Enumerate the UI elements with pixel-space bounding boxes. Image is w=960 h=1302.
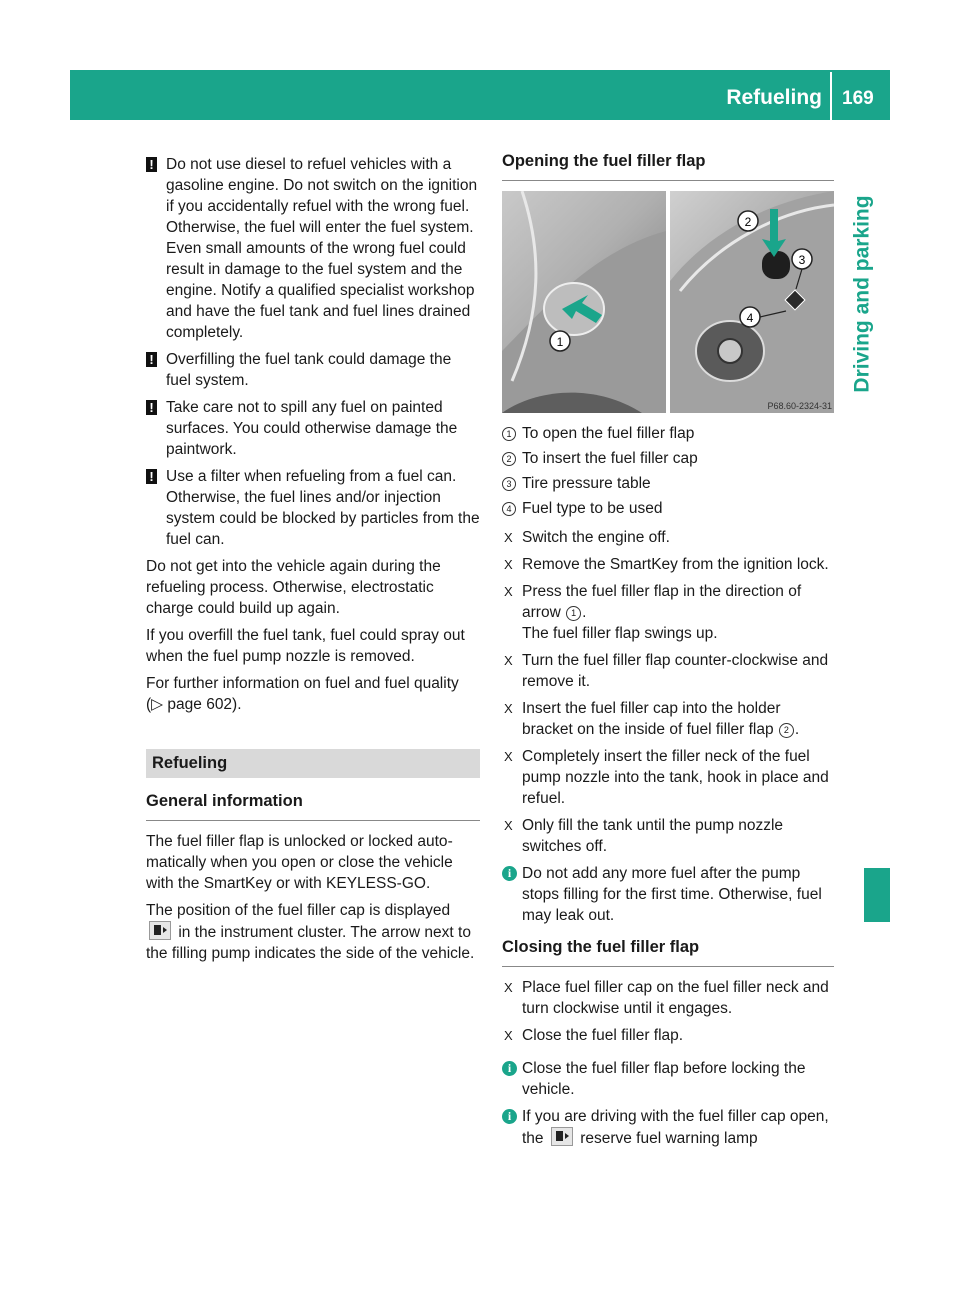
info-text: reserve fuel warning lamp [580, 1130, 758, 1147]
step-text: Place fuel filler cap on the fuel filler neck and turn clockwise until it engages. [522, 979, 829, 1017]
closing-flap-heading: Closing the fuel filler flap [502, 936, 834, 967]
body-text: in the instrument cluster. The arrow next to the filling pump indicates the side of the vehicle. [146, 924, 475, 962]
step-marker-icon: X [504, 818, 513, 833]
body-paragraph [146, 673, 480, 715]
legend-item [502, 498, 834, 519]
body-text: For further information on fuel and fuel quality [146, 675, 459, 692]
legend-text: Fuel type to be used [522, 500, 663, 517]
instruction-step [502, 554, 834, 575]
left-column [146, 154, 480, 970]
info-note [502, 1106, 834, 1149]
section-title: Refueling [146, 749, 480, 778]
info-note [502, 863, 834, 926]
step-text: Remove the SmartKey from the ignition lock. [522, 556, 829, 573]
figure-label-4: 4 [746, 311, 754, 325]
legend-item [502, 423, 834, 444]
instruction-step [502, 977, 834, 1019]
chapter-tab-label: Driving and parking [850, 195, 874, 393]
instruction-step [502, 1025, 834, 1046]
warning-note [146, 466, 480, 550]
step-marker-icon: X [504, 1028, 513, 1043]
step-marker-icon: X [504, 530, 513, 545]
info-text: Close the fuel filler flap before locking the vehicle. [522, 1060, 806, 1098]
info-text: If you are driving with the fuel filler cap open, the [522, 1108, 829, 1147]
instruction-step [502, 581, 834, 644]
warning-icon: ! [146, 352, 157, 367]
body-paragraph: Do not get into the vehicle again during the refueling process. Otherwise, electrostatic charge could build up again. [146, 558, 441, 617]
legend-number: 4 [502, 502, 516, 516]
info-icon: i [502, 866, 517, 881]
instruction-step [502, 527, 834, 548]
step-marker-icon: X [504, 980, 513, 995]
legend-item [502, 473, 834, 494]
step-result-text: The fuel filler flap swings up. [522, 625, 718, 642]
legend-item [502, 448, 834, 469]
legend-text: To open the fuel filler flap [522, 425, 695, 442]
figure-label-1: 1 [556, 335, 564, 349]
step-text: Completely insert the filler neck of the fuel pump nozzle into the tank, hook in place and refuel. [522, 748, 829, 807]
legend-text: To insert the fuel filler cap [522, 450, 698, 467]
legend-text: Tire pressure table [522, 475, 651, 492]
warning-note [146, 154, 480, 343]
step-marker-icon: X [504, 653, 513, 668]
warning-icon: ! [146, 157, 157, 172]
page-reference-link[interactable]: page 602). [167, 696, 242, 713]
legend-number: 1 [502, 427, 516, 441]
inline-callout-number: 2 [779, 723, 794, 738]
inline-callout-number: 1 [566, 606, 581, 621]
step-marker-icon: X [504, 749, 513, 764]
fuel-pump-icon [149, 921, 171, 940]
body-paragraph: If you overfill the fuel tank, fuel could spray out when the fuel pump nozzle is removed. [146, 627, 465, 665]
step-marker-icon: X [504, 701, 513, 716]
step-text-end: . [582, 604, 587, 621]
step-text: Insert the fuel filler cap into the holder bracket on the inside of fuel filler flap [522, 700, 781, 738]
warning-icon: ! [146, 400, 157, 415]
subsection-heading: General information [146, 790, 480, 821]
step-text: Only fill the tank until the pump nozzle switches off. [522, 817, 784, 855]
warning-text: Take care not to spill any fuel on painted surfaces. You could otherwise damage the paintwork. [166, 399, 458, 458]
info-note [502, 1058, 834, 1100]
chapter-marker [864, 868, 890, 922]
figure-closed-flap-drawing [502, 191, 666, 413]
warning-text: Use a filter when refueling from a fuel can. Otherwise, the fuel lines and/or injection system could be blocked by particles from the fuel can. [166, 468, 480, 548]
page-ref-arrow-icon: ▷ [151, 696, 164, 713]
warning-text: Do not use diesel to refuel vehicles with a gasoline engine. Do not switch on the ignition if you accidentally refuel with the wrong fuel. Otherwise, the fuel will enter the fuel system. Even small amounts of the wrong fuel could result in damage to the fuel system and the engine. Notify a qualified specialist workshop and have the fuel tank and fuel lines drained completely. [166, 156, 478, 341]
instruction-step [502, 698, 834, 740]
step-text: Switch the engine off. [522, 529, 670, 546]
instruction-step [502, 746, 834, 809]
legend-number: 2 [502, 452, 516, 466]
header-divider [830, 72, 832, 120]
figure-label-3: 3 [798, 253, 806, 267]
body-paragraph [146, 900, 480, 964]
figure-label-2: 2 [744, 215, 752, 229]
body-paragraph: The fuel filler flap is unlocked or locked automatically when you open or close the vehicle with the SmartKey or with KEYLESS-GO. [146, 833, 453, 892]
fuel-pump-icon [551, 1127, 573, 1146]
page-number: 169 [842, 88, 874, 109]
step-text: Press the fuel filler flap in the direction of arrow [522, 583, 802, 621]
figure-open-flap-drawing [670, 191, 834, 413]
step-marker-icon: X [504, 557, 513, 572]
warning-note [146, 349, 480, 391]
body-text: The position of the fuel filler cap is displayed [146, 902, 451, 919]
page-title: Refueling [726, 86, 822, 109]
step-text: Turn the fuel filler flap counter-clockwise and remove it. [522, 652, 829, 690]
warning-note [146, 397, 480, 460]
info-icon: i [502, 1061, 517, 1076]
step-text: Close the fuel filler flap. [522, 1027, 684, 1044]
fuel-flap-figure [502, 191, 834, 413]
figure-panel-open-flap [670, 191, 834, 413]
instruction-step [502, 650, 834, 692]
instruction-step [502, 815, 834, 857]
figure-panel-closed-flap [502, 191, 666, 413]
info-icon: i [502, 1109, 517, 1124]
opening-flap-heading: Opening the fuel filler flap [502, 150, 834, 181]
step-marker-icon: X [504, 584, 513, 599]
open-paren: ( [146, 696, 152, 713]
info-text: Do not add any more fuel after the pump stops filling for the first time. Otherwise, fuel may leak out. [522, 865, 822, 924]
warning-text: Overfilling the fuel tank could damage the fuel system. [166, 351, 452, 389]
step-text-end: . [794, 721, 800, 738]
right-column [502, 150, 834, 1155]
legend-number: 3 [502, 477, 516, 491]
chapter-tab[interactable] [834, 138, 890, 450]
figure-code: P68.60-2324-31 [767, 401, 832, 411]
warning-icon: ! [146, 469, 157, 484]
